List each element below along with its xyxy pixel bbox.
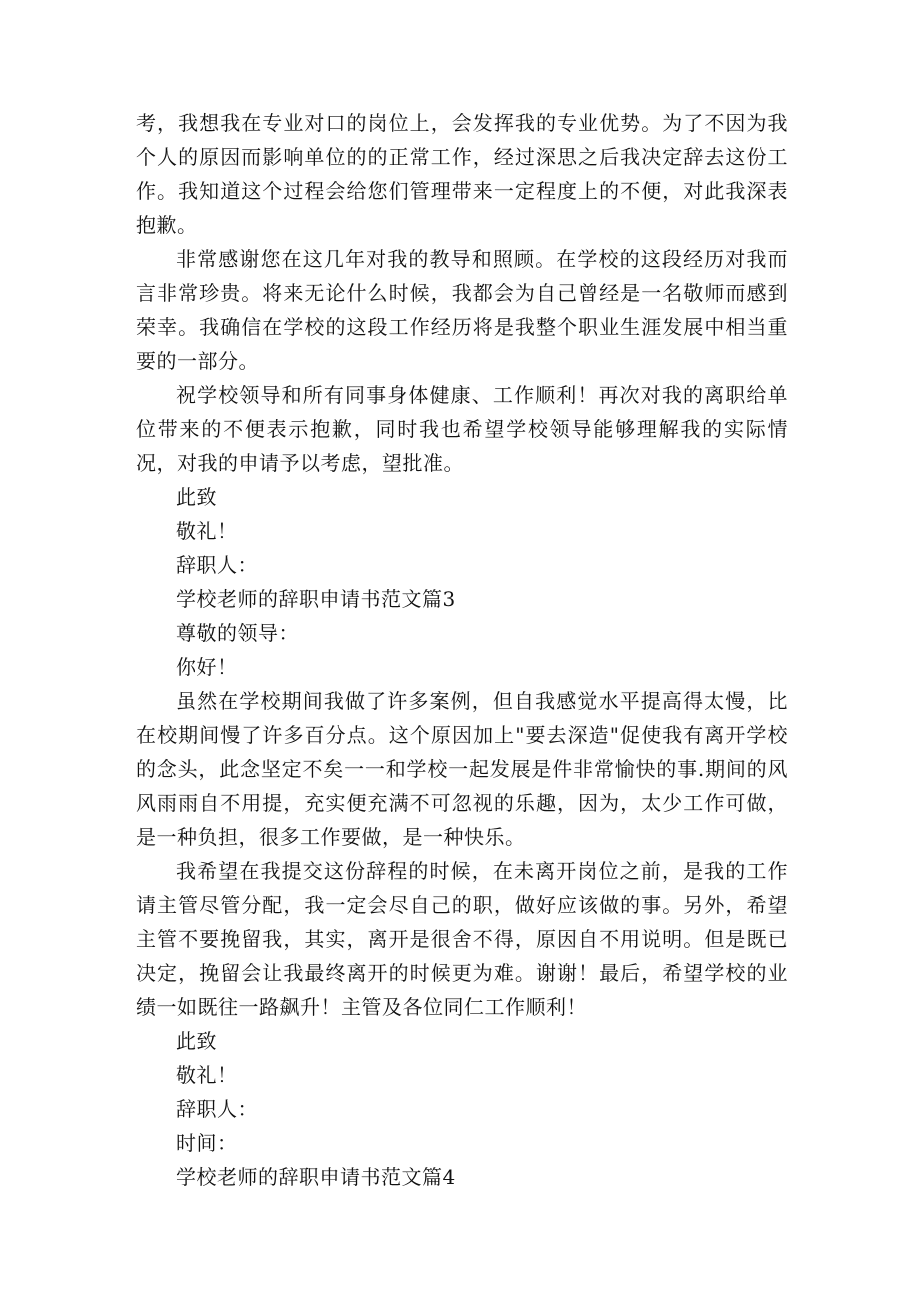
closing-jingli-2: 敬礼！ [176, 1063, 238, 1087]
paragraph-request: 我希望在我提交这份辞程的时候，在未离开岗位之前，是我的工作请主管尽管分配，我一定会尽自己的职，做好应该做的事。另外，希望主管不要挽留我，其实，离开是很舍不得，原因自不用说明。但是既已决定，挽留会让我最终离开的时候更为难。谢谢！最后，希望学校的业绩一如既往一路飙升！主管及各位同仁工作顺利！ [136, 859, 788, 1019]
signature-date: 时间： [176, 1131, 238, 1155]
signature-resigner-2: 辞职人： [176, 1097, 258, 1121]
paragraph-reason: 虽然在学校期间我做了许多案例，但自我感觉水平提高得太慢，比在校期间慢了许多百分点。这个原因加上"要去深造"促使我有离开学校的念头，此念坚定不矣一一和学校一起发展是件非常愉快的事.期间的风风雨雨自不用提，充实便充满不可忽视的乐趣，因为，太少工作可做，是一种负担，很多工作要做，是一种快乐。 [136, 689, 788, 849]
greeting: 你好！ [176, 655, 238, 679]
closing-jingli: 敬礼！ [176, 519, 238, 543]
paragraph-continuation: 考，我想我在专业对口的岗位上，会发挥我的专业优势。为了不因为我个人的原因而影响单位的的正常工作，经过深思之后我决定辞去这份工作。我知道这个过程会给您们管理带来一定程度上的不便，对此我深表抱歉。 [136, 111, 788, 237]
section-heading-4: 学校老师的辞职申请书范文篇4 [176, 1165, 456, 1189]
letter-body [136, 106, 788, 1194]
salutation: 尊敬的领导： [176, 621, 299, 645]
closing-cizhi: 此致 [176, 485, 217, 509]
section-heading-3: 学校老师的辞职申请书范文篇3 [176, 587, 456, 611]
paragraph-thanks: 非常感谢您在这几年对我的教导和照顾。在学校的这段经历对我而言非常珍贵。将来无论什么时候，我都会为自己曾经是一名敬师而感到荣幸。我确信在学校的这段工作经历将是我整个职业生涯发展中相当重要的一部分。 [136, 247, 788, 373]
signature-resigner: 辞职人： [176, 553, 258, 577]
paragraph-wishes: 祝学校领导和所有同事身体健康、工作顺利！再次对我的离职给单位带来的不便表示抱歉，同时我也希望学校领导能够理解我的实际情况，对我的申请予以考虑，望批准。 [136, 383, 788, 475]
closing-cizhi-2: 此致 [176, 1029, 217, 1053]
